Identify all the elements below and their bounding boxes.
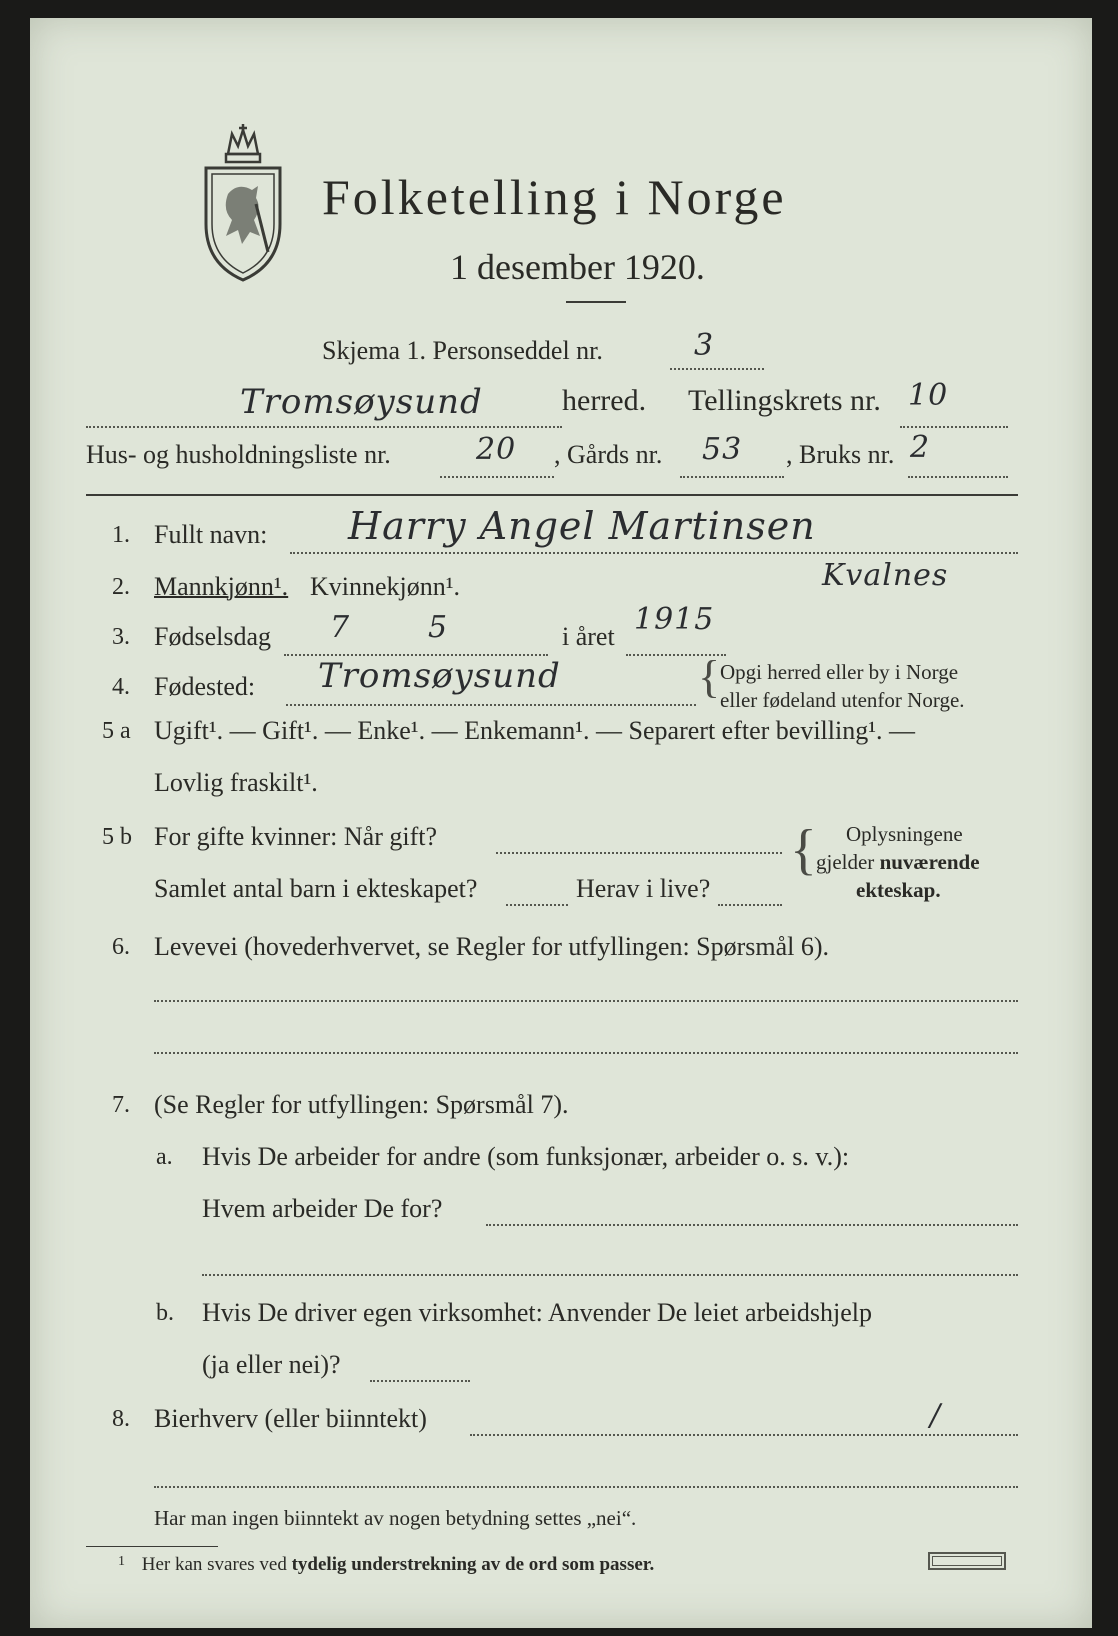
q1-surname-continued: Kvalnes — [822, 558, 949, 593]
gards-number: 53 — [702, 432, 743, 467]
q6-number: 6. — [112, 934, 130, 960]
q7b-letter: b. — [156, 1300, 174, 1326]
herred-label: herred. — [562, 384, 647, 417]
q5a-options-cont: Lovlig fraskilt¹. — [154, 768, 318, 797]
q6-field-line-1 — [154, 1000, 1018, 1002]
bruks-field-line — [908, 476, 1008, 478]
herred-value: Tromsøysund — [240, 382, 483, 422]
q5b-children-label: Samlet antal barn i ekteskapet? — [154, 874, 478, 903]
q7a-letter: a. — [156, 1144, 173, 1170]
tellingskrets-field-line — [900, 426, 1008, 428]
q5b-alive-label: Herav i live? — [576, 874, 711, 903]
q4-note-line2 — [720, 688, 965, 713]
header-separator — [86, 494, 1018, 496]
skjema-label: Skjema 1. Personseddel nr. — [322, 336, 603, 365]
q8-number: 8. — [112, 1406, 130, 1432]
footnote — [118, 1554, 654, 1576]
q3-month: 5 — [428, 610, 449, 645]
q2-female: Kvinnekjønn¹. — [310, 572, 461, 601]
census-date: 1 desember 1920. — [450, 247, 705, 287]
q4-field-line — [286, 704, 696, 706]
q7a-field-line-1 — [486, 1224, 1018, 1226]
tellingskrets-number: 10 — [908, 378, 949, 413]
q8-field-line-2 — [154, 1486, 1018, 1488]
census-form-page — [30, 18, 1092, 1628]
q7a-employer-label: Hvem arbeider De for? — [202, 1194, 443, 1223]
biinntekt-note: Har man ingen biinntekt av nogen betydning settes „nei“. — [154, 1506, 637, 1530]
q2-male: Mannkjønn¹. — [154, 572, 289, 601]
q5a-number: 5 a — [102, 718, 131, 744]
q7a-text: Hvis De arbeider for andre (som funksjonær, arbeider o. s. v.): — [202, 1142, 850, 1171]
q2-number: 2. — [112, 574, 130, 600]
household-number: 20 — [476, 432, 517, 467]
q8-text: Bierhverv (eller biinntekt) — [154, 1404, 427, 1433]
q1-full-name: Harry Angel Martinsen — [348, 504, 816, 548]
personseddel-field-line — [670, 368, 764, 370]
q6-text: Levevei (hovederhvervet, se Regler for utfyllingen: Spørsmål 6). — [154, 932, 830, 961]
q1-label: Fullt navn: — [154, 520, 268, 549]
household-field-line — [440, 476, 554, 478]
q3-day: 7 — [330, 610, 351, 645]
q7-text: (Se Regler for utfyllingen: Spørsmål 7). — [154, 1090, 569, 1119]
q4-note-line1: Opgi herred eller by i Norge — [720, 660, 959, 684]
bruks-label: , Bruks nr. — [786, 440, 895, 469]
q3-number: 3. — [112, 624, 130, 650]
q5a-options: Ugift¹. — Gift¹. — Enke¹. — Enkemann¹. — Separert efter bevilling¹. — — [154, 716, 916, 745]
q5b-note-line2 — [816, 850, 980, 875]
q5b-note-line3: ekteskap. — [856, 878, 941, 902]
q1-field-line — [290, 552, 1018, 554]
q1-number: 1. — [112, 522, 130, 548]
herred-field-line — [86, 426, 562, 428]
footnote-rule — [86, 1546, 218, 1547]
gards-field-line — [680, 476, 784, 478]
personseddel-number: 3 — [694, 328, 715, 363]
q3-label: Fødselsdag — [154, 622, 271, 651]
q5b-children-field-line — [506, 904, 568, 906]
form-title: Folketelling i Norge — [322, 169, 787, 225]
printer-stamp — [928, 1552, 1006, 1570]
footnote-text-a: Her kan svares ved — [141, 1554, 287, 1575]
q4-label: Fødested: — [154, 672, 256, 701]
title-divider — [566, 301, 626, 303]
tellingskrets-label: Tellingskrets nr. — [688, 384, 881, 417]
q6-field-line-2 — [154, 1052, 1018, 1054]
footnote-mark: 1 — [118, 1554, 125, 1569]
q7b-yes-no-label: (ja eller nei)? — [202, 1350, 341, 1379]
q7a-field-line-2 — [202, 1274, 1018, 1276]
q4-number: 4. — [112, 674, 130, 700]
q8-value: / — [930, 1398, 942, 1433]
gards-label: , Gårds nr. — [554, 440, 663, 469]
q7-number: 7. — [112, 1092, 130, 1118]
q5b-note-line1: Oplysningene — [846, 822, 963, 846]
household-list-label: Hus- og husholdningsliste nr. — [86, 440, 391, 469]
q3-year: 1915 — [634, 602, 715, 637]
q7b-text: Hvis De driver egen virksomhet: Anvender De leiet arbeidshjelp — [202, 1298, 873, 1327]
footnote-text-b: tydelig understrekning av de ord som passer. — [291, 1554, 655, 1575]
q5b-number: 5 b — [102, 824, 132, 850]
q5b-brace: { — [790, 819, 817, 881]
q8-field-line-1 — [470, 1434, 1018, 1436]
q5b-note-gjelder: gjelder — [816, 850, 875, 874]
q5b-married-field-line — [496, 852, 782, 854]
q4-brace: { — [698, 651, 721, 702]
q5b-label: For gifte kvinner: Når gift? — [154, 822, 438, 851]
q4-birthplace: Tromsøysund — [318, 656, 561, 696]
q5b-alive-field-line — [718, 904, 782, 906]
q7b-field-line — [370, 1380, 470, 1382]
q3-year-label: i året — [562, 622, 615, 651]
bruks-number: 2 — [910, 430, 931, 465]
q5b-note-nuvaerende: nuværende — [879, 850, 980, 874]
q4-note-line2-text: eller fødeland utenfor Norge. — [720, 688, 965, 712]
coat-of-arms-icon — [198, 124, 288, 284]
